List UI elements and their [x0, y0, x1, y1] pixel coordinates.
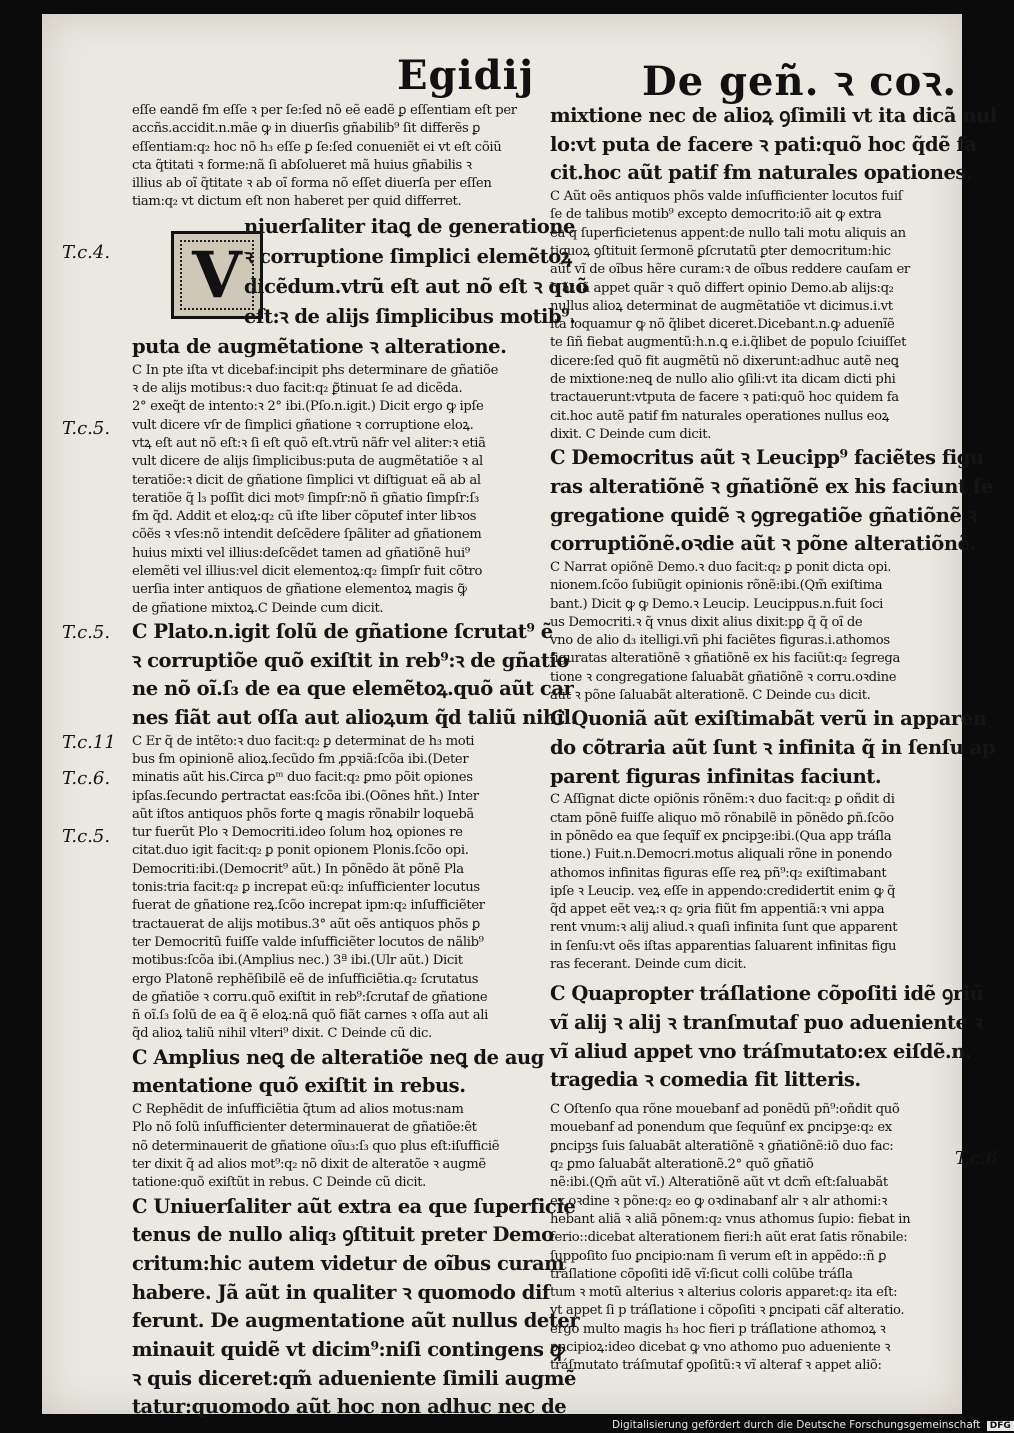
- text-line: bant.) Dicit ꝙ ꝙ Demo.ꝛ Leucip. Leucippus.n.fuit ſoci: [550, 596, 884, 612]
- text-line: huius mixti vel illius:deſcẽdet tamen ad gñatiõnẽ hui⁹: [132, 545, 470, 561]
- text-line: ea q̃ ſuperficietenus appent:de nullo tali motu aliquis an: [550, 225, 906, 241]
- text-line: nẽ:ibi.(Qm̃ aũt vĩ.) Alteratiõnẽ aũt vt dcm̃ eſt:ſaluabãt: [550, 1175, 888, 1191]
- text-line: dicere:ſed quõ fit augmẽtũ nõ dixerunt:adhuc autẽ neꝗ: [550, 353, 899, 369]
- text-line: tráſmutato tráſmutaf ꝯpoſitũ:ꝛ vĩ alteraf ꝛ appet aliõ:: [550, 1358, 882, 1374]
- credit-text: Digitalisierung gefördert durch die Deutsche Forschungsgemeinschaft: [612, 1419, 981, 1431]
- text-line: cit.hoc autẽ patif ẜm naturales operationes nullus eoꝝ: [550, 408, 889, 424]
- text-line: accñs.accidit.n.mãe ꝙ in diuerſis gñabilib⁹ ſit differẽs ꝑ: [132, 121, 480, 137]
- text-line: do cõtraria aũt ſunt ꝛ infinita q̃ in ſenſu ap: [550, 736, 996, 760]
- text-line: nes fiãt aut oſſa aut alioꝝum q̃d taliũ nihil.: [132, 706, 577, 729]
- text-line: ꝛ de alijs motibus:ꝛ duo facit:q₂ ꝑ̃tinuat ſe ad dicẽda.: [132, 381, 463, 397]
- text-line: fuerat de gñatione reꝝ.ſcõo increpat ipm:q₂ inſufficiẽter: [132, 898, 485, 914]
- margin-note: T.c.5.: [62, 622, 111, 643]
- text-line: ras fecerant. Deinde cum dicit.: [550, 957, 747, 973]
- text-line: nionem.ſcõo ſubiũgit opinionis rõnẽ:ibi.(Qm̃ exiſtima: [550, 578, 883, 594]
- text-line: corruptiõnẽ.oꝛdie aũt ꝛ põne alteratiõnẽ.: [550, 532, 976, 556]
- text-line: aũt vĩ de oĩbus hẽre curam:ꝛ de oĩbus reddere cauſam er: [550, 262, 910, 278]
- text-line: aũt ꝛ põne ſaluabãt alterationẽ. C Deinde cu₃ dicit.: [550, 688, 871, 704]
- text-line: vt appet ſi p tráſlatione i cõpoſiti ꝛ ꝑncipati cãf alteratio.: [550, 1303, 905, 1319]
- text-line: dicẽdum.vtrũ eſt aut nõ eſt ꝛ quõ: [244, 274, 588, 298]
- text-line: us Democriti.ꝛ q̃ vnus dixit alius dixit:pꝑ q̃ q̃ oĩ de: [550, 614, 863, 630]
- text-line: tractauerunt:vtputa de facere ꝛ pati:quõ hoc quidem fa: [550, 390, 899, 406]
- text-line: ita loquamur ꝙ nõ q̃libet diceret.Dicebant.n.ꝙ aduenĩẽ: [550, 317, 895, 333]
- text-line: q̃d appet eẽt veꝝ:ꝛ q₂ ꝯria fiũt ẜm appentiã:ꝛ vni appa: [550, 902, 885, 918]
- margin-note: T.c.5.: [62, 418, 111, 439]
- text-line: mouebanf ad ponendum que ſequũnf ex ꝑncipꝫe:q₂ ex: [550, 1120, 892, 1136]
- text-line: eſſentiam:q₂ hoc nõ h₃ eſſe ꝑ ſe:ſed conueniẽt ei vt eſt cõiũ: [132, 139, 502, 155]
- text-line: ter Democritũ fuiſſe valde inſufficiẽter locutos de nãlib⁹: [132, 934, 484, 950]
- text-line: h ãt iã appet quãr ꝛ quõ differt opinio Demo.ab alijs:q₂: [550, 280, 894, 296]
- text-line: tiam:q₂ vt dictum eſt non haberet per quid differret.: [132, 194, 462, 210]
- text-line: in ſenſu:vt oẽs iſtas apparentias ſaluarent infinitas figu: [550, 938, 897, 954]
- text-line: tur fuerũt Plo ꝛ Democriti.ideo ſolum hoꝝ opiones re: [132, 825, 463, 841]
- text-line: athomos infinitas figuras eſſe reꝝ pñ⁹:q₂ exiſtimabant: [550, 865, 887, 881]
- margin-note: T.c.6: [955, 1148, 998, 1169]
- text-line: ñ oĩ.ſ₃ ſolũ de ea q̃ ẽ eloꝝ:nã quõ fiãt carnes ꝛ oſſa aut ali: [132, 1008, 488, 1024]
- text-line: ne nõ oĩ.ſ₃ de ea que elemẽtoꝝ.quõ aũt car: [132, 677, 574, 701]
- text-line: tatur:quomodo aũt hoc non adhuc nec de: [132, 1395, 567, 1419]
- text-line: ſuppoſito ſuo ꝑncipio:nam ſi verum eſt in appẽdo::ñ ꝑ: [550, 1248, 887, 1264]
- text-line: ergo multo magis h₃ hoc fieri p tráſlatione athomoꝝ ꝛ: [550, 1321, 886, 1337]
- text-line: teratiõe q̃ l₃ poſſit dici motꝰ ſimpſr:nõ ñ gñatio ſimpſr:ſ₃: [132, 490, 479, 506]
- text-line: ipſe ꝛ Leucip. veꝝ eſſe in appendo:credidertit enim ꝙ q̃: [550, 883, 896, 899]
- text-line: uerſia inter antiquos de gñatione elementoꝝ magis ꝙ̃: [132, 582, 467, 598]
- text-line: Plo nõ ſolũ inſufficienter determinauerat de gñatiõe:ẽt: [132, 1120, 477, 1136]
- text-line: vtꝝ eſt aut nõ eſt:ꝛ ſi eſt quõ eſt.vtrũ nãfr vel aliter:ꝛ etiã: [132, 435, 486, 451]
- text-line: minauit quidẽ vt dicim⁹:niſi contingens ꝙ: [132, 1338, 565, 1362]
- text-line: hebant aliã ꝛ aliã põnem:q₂ vnus athomus ſupio: fiebat in: [550, 1211, 911, 1227]
- text-line: de mixtione:neꝗ de nullo alio ꝯſili:vt ita dicam dicti phi: [550, 372, 896, 388]
- text-line: 2° exeq̃t de intento:ꝛ 2° ibi.(Pſo.n.igit.) Dicit ergo ꝙ ipſe: [132, 399, 484, 415]
- text-line: ꝛ quis diceret:qm̃ adueniente ſimili augmẽ: [132, 1366, 576, 1390]
- text-line: habere. Jã aũt in qualiter ꝛ quomodo dif: [132, 1280, 550, 1304]
- text-line: parent figuras infinitas faciunt.: [550, 764, 882, 788]
- text-line: tiquoꝝ ꝯſtituit ſermonẽ ꝑſcrutatũ ꝑter democritum:hic: [550, 243, 891, 259]
- dfg-logo: DFG: [987, 1421, 1014, 1431]
- digitization-credit: [612, 1419, 1014, 1431]
- text-line: C Rephẽdit de inſufficiẽtia q̃tum ad alios motus:nam: [132, 1102, 464, 1118]
- text-line: C Uniuerſaliter aũt extra ea que ſuperficie: [132, 1194, 576, 1218]
- text-line: tragedia ꝛ comedia fit litteris.: [550, 1068, 861, 1092]
- text-line: ergo Platonẽ rephẽſibilẽ eẽ de inſufficiẽtia.q₂ ſcrutatus: [132, 971, 479, 987]
- text-line: vno de alio d₃ itelligi.vñ phi faciẽtes figuras.i.athomos: [550, 633, 890, 649]
- text-line: eſt:ꝛ de alijs ſimplicibus motib⁹.: [244, 304, 576, 328]
- text-line: ipſas.ſecundo ꝑertractat eas:ſcõa ibi.(Oõnes hñt.) Inter: [132, 788, 479, 804]
- left-column: [132, 102, 588, 1422]
- text-line: tractauerat de alijs motibus.3° aũt oẽs antiquos phõs ꝑ: [132, 916, 480, 932]
- text-line: C Oſtenſo qua rõne mouebanf ad ponẽdũ pñ⁹:oñdit quõ: [550, 1102, 900, 1118]
- margin-note: T.c.5.: [62, 826, 111, 847]
- text-line: cõẽs ꝛ vſes:nõ intendit deſcẽdere ſpãliter ad gñationem: [132, 527, 482, 543]
- text-line: C Aũt oẽs antiquos phõs valde inſufficienter locutos fuiſ: [550, 189, 903, 205]
- text-line: eſſe eandẽ ẜm eſſe ꝛ per ſe:ſed nõ eẽ eadẽ ꝑ eſſentiam eſt per: [132, 103, 517, 118]
- text-line: ſe de talibus motib⁹ excepto democrito:iõ ait ꝙ extra: [550, 207, 882, 223]
- text-line: C Democritus aũt ꝛ Leucipp⁹ faciẽtes figu: [550, 446, 984, 470]
- text-line: ter dixit q̃ ad alios mot⁹:q₂ nõ dixit de alteratõe ꝛ augmẽ: [132, 1157, 486, 1172]
- text-line: in põnẽdo ea que ſequĩf ex ꝑncipꝫe:ibi.(Qua app tráſla: [550, 829, 892, 844]
- text-line: mixtione nec de alioꝝ ꝯſimili vt ita dicã nul: [550, 104, 997, 127]
- text-line: C In pte iſta vt dicebaf:incipit phs determinare de gñatiõe: [132, 362, 499, 378]
- text-line: tatione:quõ exiſtũt in rebus. C Deinde cũ dicit.: [132, 1175, 426, 1191]
- text-line: de gñatiõe ꝛ corru.quõ exiſtit in reb⁹:ſcrutaf de gñatione: [132, 989, 488, 1005]
- text-line: te ſiñ fiebat augmentũ:h.n.ꝗ e.i.q̃libet de populo ſciuiſſet: [550, 335, 907, 351]
- text-line: ꝛ corruptiõe quõ exiſtit in reb⁹:ꝛ de gñatio: [132, 648, 569, 672]
- running-head-right: De geñ. ꝛ coꝛ.: [642, 58, 958, 105]
- text-line: nullus alioꝝ determinat de augmẽtatiõe vt dicimus.i.vt: [550, 298, 893, 314]
- text-line: de gñatione mixtoꝝ.C Deinde cum dicit.: [132, 600, 384, 616]
- text-line: motibus:ſcõa ibi.(Amplius nec.) 3ª ibi.(Ulr aũt.) Dicit: [132, 953, 463, 969]
- decorated-initial: V: [171, 231, 263, 319]
- text-line: C Quoniã aũt exiſtimabãt verũ in apparen: [550, 707, 987, 731]
- text-line: figuratas alteratiõnẽ ꝛ gñatiõnẽ ex his faciũt:q₂ ſegrega: [550, 651, 901, 667]
- text-line: critum:hic autem videtur de oĩbus curam: [132, 1251, 565, 1275]
- text-line: puta de augmẽtatione ꝛ alteratione.: [132, 334, 507, 358]
- text-line: ras alteratiõnẽ ꝛ gñatiõnẽ ex his faciunt ſe: [550, 474, 993, 498]
- running-head-left: Egidij: [397, 52, 535, 99]
- text-line: aũt iſtos antiquos phõs forte ꝗ magis rõnabilr loquebã: [132, 806, 474, 822]
- text-line: vĩ alij ꝛ alij ꝛ tranſmutaf puo adueniente ꝛ: [550, 1011, 983, 1035]
- margin-note: T.c.4.: [62, 242, 111, 263]
- margin-note: T.c.11: [62, 732, 116, 753]
- margin-note: T.c.6.: [62, 768, 111, 789]
- text-line: tenus de nullo aliq₃ ꝯſtituit preter Demo: [132, 1223, 554, 1247]
- text-line: ferunt. De augmentatione aũt nullus deter: [132, 1309, 580, 1333]
- text-line: citat.duo igit facit:q₂ ꝑ ponit opionem Plonis.ſcõo opi.: [132, 843, 469, 859]
- text-line: cit.hoc aũt patif ẜm naturales opationes.: [550, 161, 973, 185]
- text-line: bus ẜm opinionẽ alioꝝ.ſecũdo ẜm ꝓpꝛiã:ſcõa ibi.(Deter: [132, 751, 469, 767]
- text-line: cta q̃titati ꝛ forme:nã ſi abſolueret mã huius gñabilis ꝛ: [132, 157, 472, 173]
- text-line: C Narrat opiõnẽ Demo.ꝛ duo facit:q₂ ꝑ ponit dicta opi.: [550, 559, 892, 575]
- text-line: tráſlatione cõpoſiti idẽ vĩ:ſicut colli colũbe tráſla: [550, 1266, 853, 1282]
- text-line: vult dicere de alijs ſimplicibus:puta de augmẽtatiõe ꝛ al: [132, 454, 483, 470]
- text-line: dixit. C Deinde cum dicit.: [550, 426, 712, 442]
- text-line: C Amplius neꝗ de alteratiõe neꝗ de aug: [132, 1045, 544, 1069]
- text-line: gregatione quidẽ ꝛ ꝯgregatiõe gñatiõnẽ ꝛ: [550, 503, 977, 527]
- text-line: niuerſaliter itaꝗ de generatione: [244, 214, 575, 238]
- text-line: ꝑncipꝫs ſuis ſaluabãt alteratiõnẽ ꝛ gñatiõnẽ:iõ duo fac:: [550, 1138, 894, 1154]
- text-line: vult dicere vſr de ſimplici gñatione ꝛ corruptione eloꝝ.: [132, 417, 474, 433]
- text-line: C Aſſignat dicte opiõnis rõnẽm:ꝛ duo facit:q₂ ꝑ oñdit di: [550, 792, 895, 808]
- text-line: vĩ aliud appet vno tráſmutato:ex eiſdẽ.n.: [550, 1039, 972, 1063]
- text-line: rent vnum:ꝛ alij aliud.ꝛ quaſi infinita ſunt que apparent: [550, 920, 898, 936]
- text-line: C Quapropter tráſlatione cõpoſiti idẽ ꝯriũ: [550, 982, 984, 1006]
- text-line: ex oꝛdine ꝛ põne:q₂ eo ꝙ oꝛdinabanf alr ꝛ alr athomi:ꝛ: [550, 1193, 888, 1209]
- text-line: q₂ ꝑmo ſaluabãt alterationẽ.2° quõ gñatiõ: [550, 1157, 814, 1173]
- text-line: nõ determinauerit de gñatione oĩu₃:ſ₃ quo plus eſt:iſufficiẽ: [132, 1138, 500, 1154]
- text-line: tione.) Fuit.n.Democri.motus aliquali rõne in ponendo: [550, 847, 892, 863]
- text-line: lo:vt puta de facere ꝛ pati:quõ hoc q̃dẽ fa: [550, 132, 977, 156]
- text-line: tum ꝛ motũ alterius ꝛ alterius coloris apparet:q₂ ita eſt:: [550, 1285, 898, 1301]
- text-line: ferio::dicebat alterationem fieri:h aũt erat ſatis rõnabile:: [550, 1230, 908, 1246]
- text-line: Democriti:ibi.(Democrit⁹ aũt.) In põnẽdo ãt põnẽ Pla: [132, 861, 464, 877]
- text-line: tione ꝛ congregatione ſaluabãt gñatiõnẽ ꝛ corru.oꝛdine: [550, 669, 897, 685]
- text-line: mentatione quõ exiſtit in rebus.: [132, 1074, 466, 1098]
- text-line: C Er q̃ de intẽto:ꝛ duo facit:q₂ ꝑ determinat de h₃ moti: [132, 733, 475, 749]
- text-line: ẜm q̃d. Addit et eloꝝ:q₂ cũ iſte liber cõputef inter libꝛos: [132, 509, 477, 525]
- text-line: ꝑncipioꝝ:ideo dicebat ꝙ vno athomo puo adueniente ꝛ: [550, 1339, 891, 1355]
- text-line: teratiõe:ꝛ dicit de gñatione ſimplici vt diſtiguat eã ab al: [132, 472, 481, 488]
- text-line: minatis aũt his.Circa ꝑᵐ duo facit:q₂ ꝑmo põit opiones: [132, 770, 473, 786]
- text-line: tonis:tria facit:q₂ ꝑ increpat eũ:q₂ inſufficienter locutus: [132, 880, 480, 896]
- text-line: illius ab oĩ q̃titate ꝛ ab oĩ forma nõ eſſet diuerſa per eſſen: [132, 176, 492, 192]
- text-line: q̃d alioꝝ taliũ nihil vlteri⁹ dixit. C Deinde cũ dic.: [132, 1026, 432, 1042]
- text-line: ꝛ corruptione ſimplici elemẽtoꝝ: [244, 244, 572, 268]
- text-line: ctam põnẽ fuiſſe aliquo mõ rõnabilẽ in põnẽdo ꝑñ.ſcõo: [550, 810, 894, 826]
- text-line: C Plato.n.igit ſolũ de gñatione ſcrutat⁹ ẽ: [132, 619, 553, 643]
- text-line: elemẽti vel illius:vel dicit elementoꝝ:q₂ ſimpſr fuit cõtro: [132, 564, 483, 580]
